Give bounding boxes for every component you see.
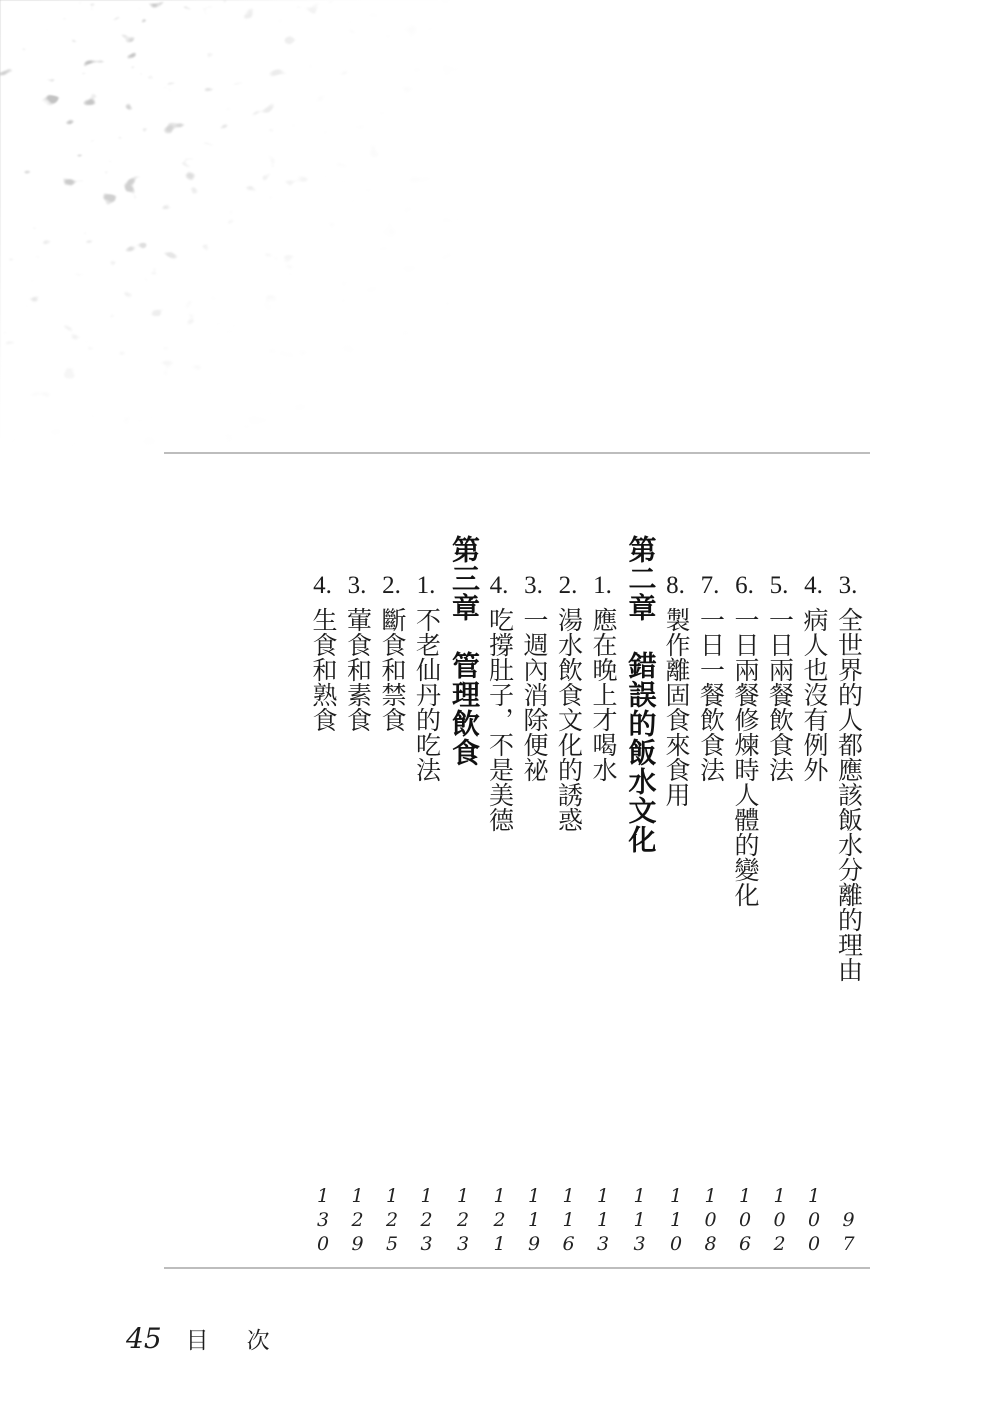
entry-number: 2. bbox=[558, 573, 578, 598]
entry-page-number: 97 bbox=[837, 1209, 860, 1257]
toc-entry bbox=[556, 535, 581, 1257]
entry-title: 應在晚上才喝水 bbox=[589, 607, 616, 782]
toc-entry bbox=[590, 535, 615, 1257]
entry-number: 4. bbox=[804, 573, 823, 598]
toc bbox=[166, 535, 870, 1257]
footer-page-number: 45 bbox=[126, 1322, 162, 1355]
toc-entry bbox=[836, 535, 861, 1257]
entry-title: 製作離固食來食用 bbox=[662, 607, 689, 807]
toc-entry bbox=[625, 535, 654, 1257]
toc-entry bbox=[379, 535, 404, 1257]
entry-title: 一週內消除便祕 bbox=[520, 607, 547, 782]
entry-title: 吃撐肚子，不是美德 bbox=[485, 607, 513, 832]
entry-title: 一日兩餐修煉時人體的變化 bbox=[731, 607, 758, 907]
entry-title: 生食和熟食 bbox=[309, 607, 336, 732]
entry-page-number: 100 bbox=[803, 1185, 825, 1257]
entry-number: 4. bbox=[489, 573, 509, 598]
entry-number: 1. bbox=[593, 573, 612, 598]
entry-title: 第三章 管理飲食 bbox=[448, 535, 479, 767]
water-sparkle-image bbox=[0, 0, 470, 450]
footer-section-label: 目次 bbox=[185, 1328, 308, 1353]
toc-entry bbox=[767, 535, 792, 1257]
entry-title: 全世界的人都應該飯水分離的理由 bbox=[834, 607, 862, 982]
entry-number: 3. bbox=[524, 573, 543, 598]
entry-page-number: 121 bbox=[488, 1185, 511, 1257]
toc-entry bbox=[345, 535, 370, 1257]
entry-page-number: 106 bbox=[734, 1185, 756, 1257]
footer bbox=[126, 1322, 308, 1355]
entry-page-number: 130 bbox=[312, 1185, 334, 1257]
toc-entry bbox=[732, 535, 757, 1257]
entry-number: 4. bbox=[313, 573, 332, 598]
entry-page-number: 113 bbox=[628, 1185, 651, 1257]
entry-page-number: 110 bbox=[665, 1185, 687, 1257]
entry-title: 第二章 錯誤的飯水文化 bbox=[624, 535, 656, 854]
entry-page-number: 125 bbox=[381, 1185, 403, 1257]
entry-number: 7. bbox=[700, 573, 720, 598]
entry-page-number: 102 bbox=[768, 1185, 791, 1257]
entry-number: 1. bbox=[416, 573, 436, 598]
entry-number: 8. bbox=[666, 573, 685, 598]
entry-number: 6. bbox=[735, 573, 754, 598]
entry-page-number: 113 bbox=[592, 1185, 614, 1257]
toc-entry bbox=[448, 535, 477, 1257]
bottom-rule bbox=[164, 1267, 870, 1269]
entry-title: 葷食和素食 bbox=[343, 607, 371, 732]
toc-entry bbox=[414, 535, 439, 1257]
toc-entry bbox=[521, 535, 546, 1257]
top-rule bbox=[164, 452, 870, 454]
entry-number: 3. bbox=[838, 573, 858, 598]
entry-number: 3. bbox=[347, 573, 367, 598]
entry-page-number: 123 bbox=[415, 1185, 438, 1257]
entry-title: 湯水飲食文化的誘惑 bbox=[554, 607, 582, 832]
entry-page-number: 119 bbox=[523, 1185, 545, 1257]
toc-entry bbox=[801, 535, 826, 1257]
entry-title: 一日兩餐飲食法 bbox=[765, 607, 793, 782]
entry-title: 斷食和禁食 bbox=[378, 607, 405, 732]
toc-entry bbox=[310, 535, 335, 1257]
toc-entry bbox=[698, 535, 723, 1257]
entry-title: 病人也沒有例外 bbox=[800, 607, 827, 782]
entry-page-number: 108 bbox=[699, 1185, 722, 1257]
toc-entry bbox=[663, 535, 688, 1257]
entry-page-number: 129 bbox=[346, 1185, 369, 1257]
toc-entry bbox=[487, 535, 512, 1257]
entry-title: 一日一餐飲食法 bbox=[696, 607, 724, 782]
entry-title: 不老仙丹的吃法 bbox=[412, 607, 440, 782]
entry-page-number: 116 bbox=[557, 1185, 580, 1257]
entry-number: 2. bbox=[382, 573, 401, 598]
entry-page-number: 123 bbox=[452, 1185, 474, 1257]
entry-number: 5. bbox=[769, 573, 789, 598]
